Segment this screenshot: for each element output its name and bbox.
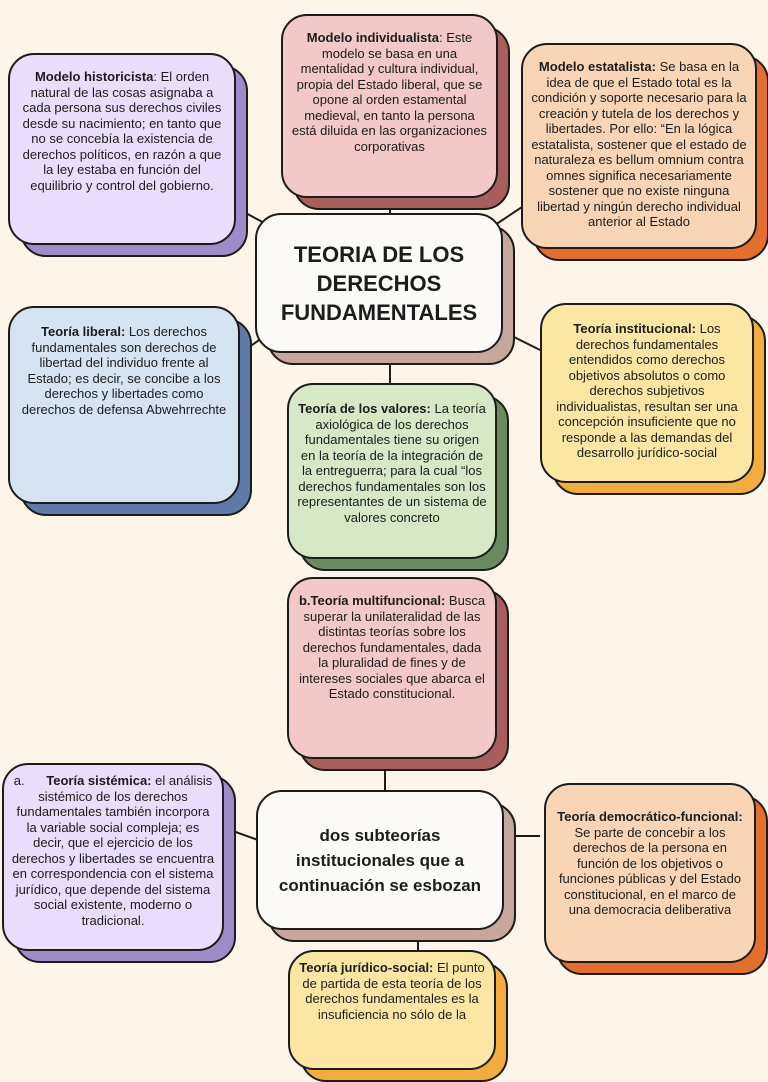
node-teoria-institucional xyxy=(540,303,754,483)
node-title: Teoría liberal: xyxy=(41,324,126,339)
node-title: Teoría institucional: xyxy=(573,321,696,336)
central-node-title: TEORIA DE LOS DERECHOS FUNDAMENTALES xyxy=(255,213,503,353)
node-title: Modelo individualista xyxy=(306,30,439,45)
node-text: Se parte de concebir a los derechos de la persona en función de los objetivos o funciones públicas y del Estado constitucional, en el marco de una democracia deliberativa xyxy=(558,824,742,917)
node-title: Modelo estatalista: xyxy=(538,59,656,74)
node-teoria-sistemica xyxy=(2,763,224,951)
node-prefix: a. xyxy=(13,773,25,788)
node-title: Teoría democrático-funcional: xyxy=(557,809,743,824)
node-text: Los derechos fundamentales son derechos de libertad del individuo frente al Estado; es decir, se concibe a los derechos y libertades como derechos de defensa Abwehrrechte xyxy=(21,324,227,417)
node-title: Teoría sistémica: xyxy=(46,773,152,788)
node-title: Teoría de los valores: xyxy=(298,401,431,416)
node-teoria-liberal xyxy=(8,306,240,504)
node-text: el análisis sistémico de los derechos fundamentales también incorpora la variable social compleja; es decir, que el ejercicio de los derechos y libertades se encuentra en correspondencia con el sistema jurídico, que depende del sistema social existente, moderno o tradicional. xyxy=(11,773,215,928)
node-title: Teoría jurídico-social: xyxy=(299,960,434,975)
node-modelo-estatalista xyxy=(521,43,757,249)
node-modelo-historicista xyxy=(8,53,236,245)
central-node-subteorias: dos subteorías institucionales que a continuación se esbozan xyxy=(256,790,504,930)
node-title: Modelo historicista xyxy=(34,69,154,84)
node-text: Busca superar la unilateralidad de las distintas teorías sobre los derechos fundamentales, dada la pluralidad de fines y de intereses sociales que abarca el Estado constitucional. xyxy=(299,593,486,701)
node-text: El punto de partida de esta teoría de los derechos fundamentales es la insuficiencia no sólo de la xyxy=(302,960,485,1022)
node-text: La teoría axiológica de los derechos fundamentales tiene su origen en la teoría de la integración de la entreguerra; para la cual “los derechos fundamentales son los representantes de un sistema de valores concreto xyxy=(297,401,487,525)
node-teoria-democratico-funcional xyxy=(544,783,756,963)
node-teoria-juridico-social xyxy=(288,950,496,1070)
node-text: Los derechos fundamentales entendidos como derechos objetivos absolutos o como derechos subjetivos individualistas, resultan ser una concepción insuficiente que no responde a las demandas del desarrollo jurídico-social xyxy=(556,321,738,460)
node-text: : El orden natural de las cosas asignaba a cada persona sus derechos civiles desde su nacimiento; en tanto que no se concebía la existencia de derechos políticos, en razón a que la ley estaba en función del equilibrio y control del gobierno. xyxy=(22,69,222,193)
node-teoria-multifuncional xyxy=(287,577,497,759)
node-teoria-valores xyxy=(287,383,497,559)
node-title: b.Teoría multifuncional: xyxy=(298,593,446,608)
node-text: Se basa en la idea de que el Estado total es la condición y soporte necesario para la creación y tutela de los derechos y libertades. Por ello: “En la lógica estatalista, sostener que el estado de naturaleza es bellum omnium contra omnes significa necesariamente sostener que no existe ninguna libertad y ningún derecho individual anterior al Estado xyxy=(531,59,747,229)
node-text: : Este modelo se basa en una mentalidad y cultura individual, propia del Estado liberal, que se opone al orden estamental medieval, en tanto la persona está diluida en las organizaciones corporativas xyxy=(291,30,488,154)
node-modelo-individualista xyxy=(281,14,498,198)
